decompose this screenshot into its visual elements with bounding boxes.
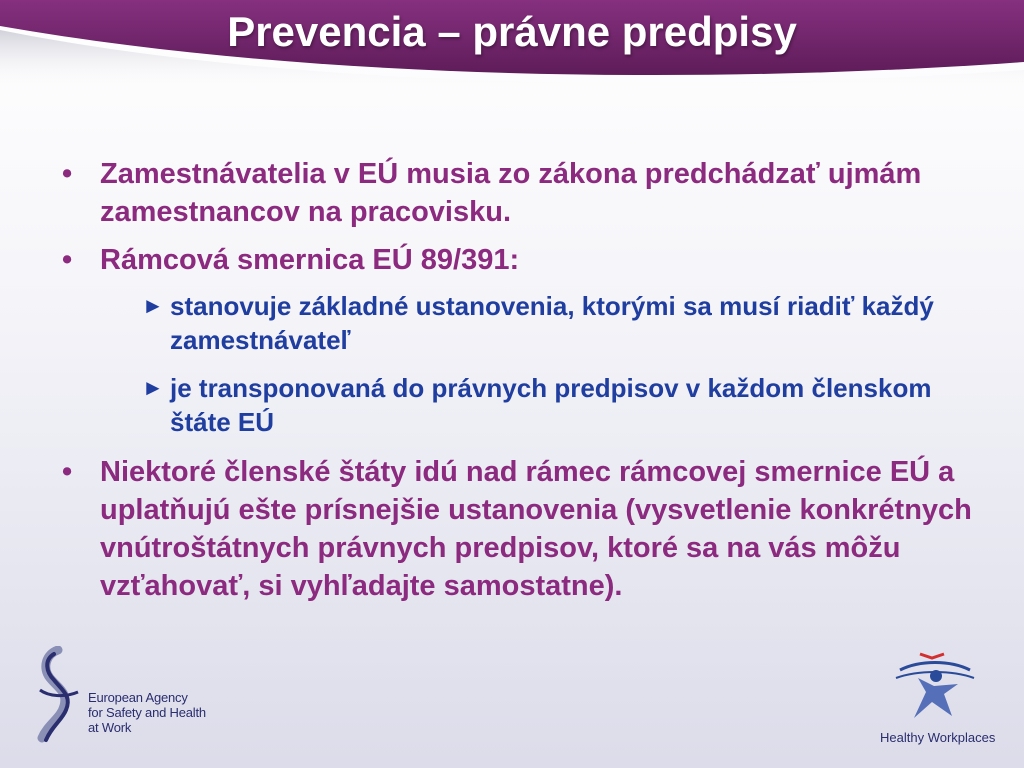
agency-line-1: European Agency (88, 690, 188, 705)
sub-bullet-text: stanovuje základné ustanovenia, ktorými sa musí riadiť každý zamestnávateľ (170, 291, 934, 355)
healthy-workplaces-star-figure-icon (870, 646, 1000, 732)
sub-bullet-item (142, 289, 982, 357)
eu-osha-logo-icon (28, 646, 88, 746)
healthy-workplaces-logo (870, 646, 1000, 756)
eu-osha-logo (28, 646, 218, 746)
arrow-bullet-icon: ► (142, 293, 164, 318)
page-title: Prevencia – právne predpisy (227, 8, 797, 55)
bullet-dot-icon: • (62, 456, 73, 488)
header-band (0, 0, 1024, 92)
sub-bullet-text: je transponovaná do právnych predpisov v každom členskom štáte EÚ (170, 373, 932, 437)
agency-line-3: at Work (88, 720, 132, 735)
bullet-text: Zamestnávatelia v EÚ musia zo zákona predchádzať ujmám zamestnancov na pracovisku. (100, 158, 922, 228)
agency-line-2: for Safety and Health (88, 705, 206, 720)
arrow-bullet-icon: ► (142, 375, 164, 400)
bullet-dot-icon: • (62, 244, 73, 276)
bullet-item (62, 155, 982, 231)
bullet-item (62, 241, 982, 279)
agency-name (88, 690, 206, 735)
healthy-workplaces-label: Healthy Workplaces (880, 730, 996, 745)
sub-bullet-item (142, 371, 982, 439)
slide-content (62, 155, 982, 615)
bullet-text: Niektoré členské štáty idú nad rámec rámcovej smernice EÚ a uplatňujú ešte prísnejšie ustanovenia (vysvetlenie konkrétnych vnútroštátnych právnych predpisov, ktoré sa na vás môžu vzťahovať, si vyhľadajte samostatne). (100, 456, 972, 602)
bullet-text: Rámcová smernica EÚ 89/391: (100, 244, 520, 276)
bullet-item (62, 453, 982, 605)
bullet-dot-icon: • (62, 158, 73, 190)
